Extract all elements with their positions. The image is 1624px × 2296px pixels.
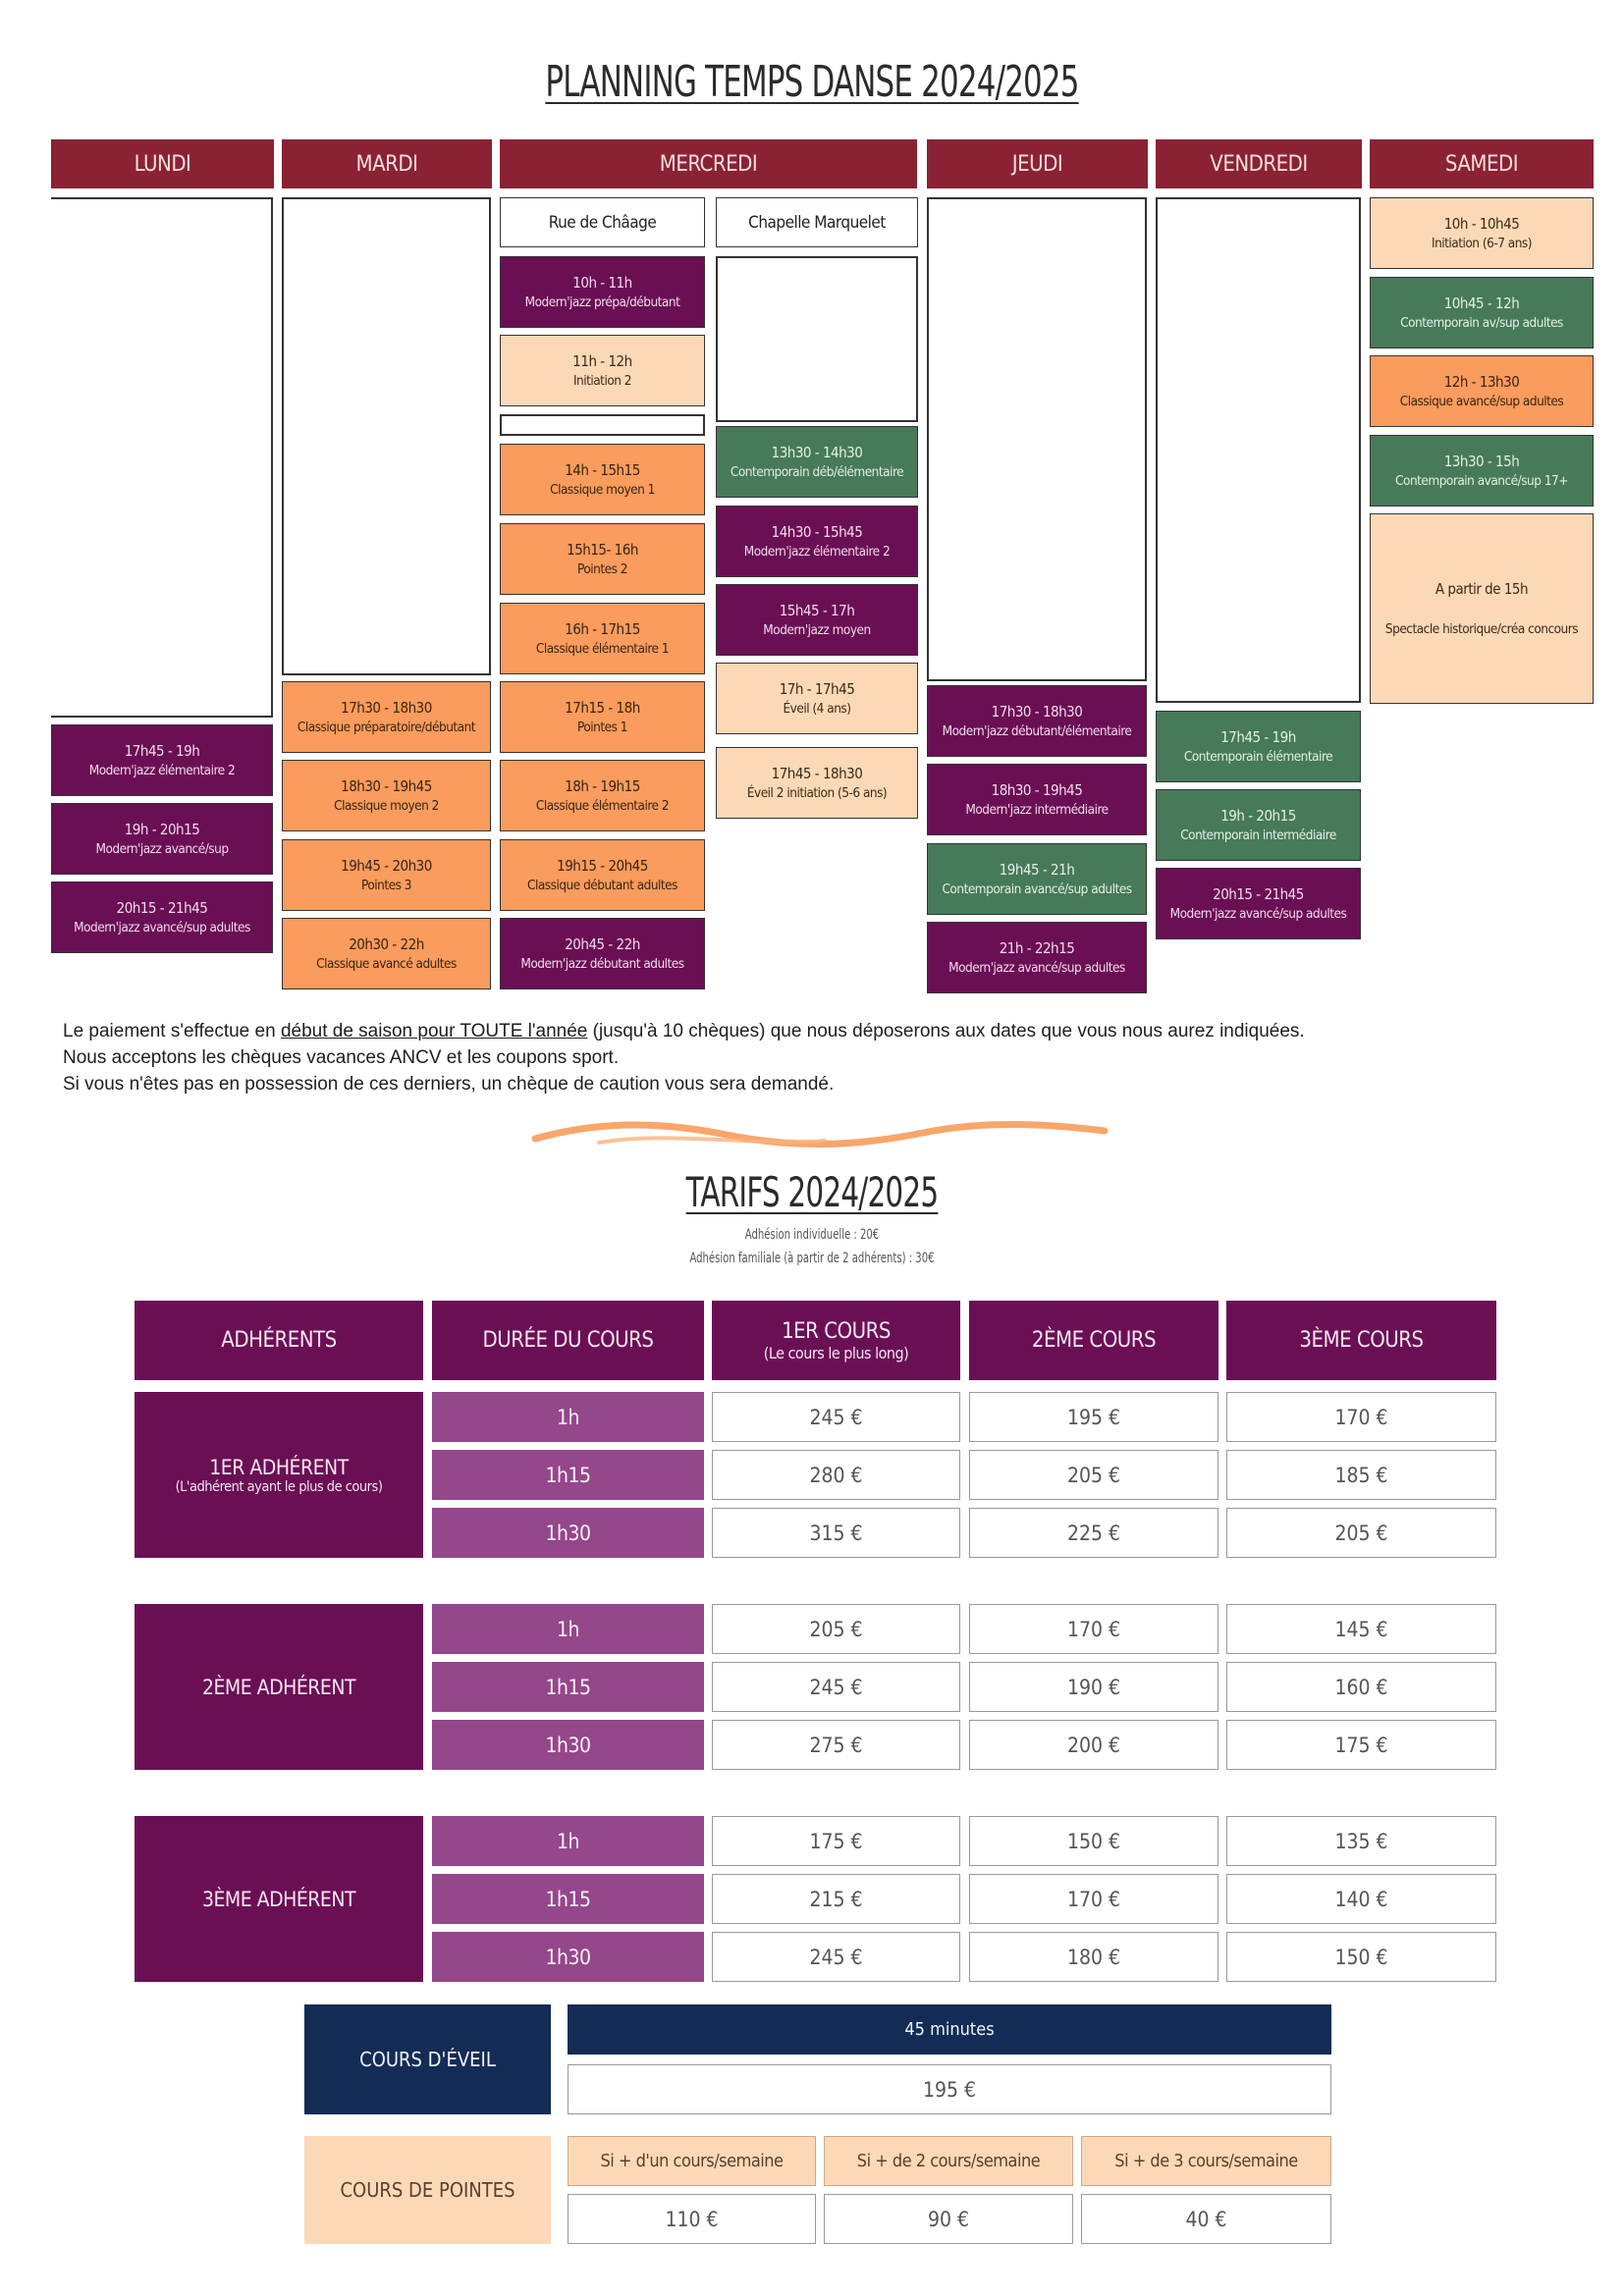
class-name: Modern'jazz intermédiaire — [965, 801, 1109, 818]
class-time: 13h30 - 15h — [1443, 453, 1520, 471]
price-cell: 200 € — [969, 1720, 1218, 1770]
payment-text: Le paiement s'effectue en — [63, 1021, 281, 1041]
header-duree: DURÉE DU COURS — [432, 1301, 704, 1380]
group-1er-adherent — [135, 1392, 423, 1558]
class-name: Spectacle historique/créa concours — [1384, 621, 1579, 638]
price-cell: 315 € — [712, 1508, 960, 1558]
decorative-wave — [530, 1117, 1110, 1156]
mercredi-a-empty-slot — [500, 414, 705, 436]
class-name: Classique élémentaire 2 — [535, 797, 670, 814]
class-name: Modern'jazz élémentaire 2 — [743, 543, 891, 560]
group-label: 1ER ADHÉRENT — [209, 1455, 349, 1479]
tarifs-title: TARIFS 2024/2025 — [685, 1168, 939, 1216]
price-cell: 150 € — [969, 1816, 1218, 1866]
price-cell: 160 € — [1226, 1662, 1496, 1712]
class-name: Classique moyen 1 — [550, 481, 655, 498]
class-time: 11h - 12h — [572, 352, 632, 371]
day-header-lundi: LUNDI — [51, 139, 274, 188]
price-cell: 170 € — [1226, 1392, 1496, 1442]
class-time: 21h - 22h15 — [999, 939, 1075, 958]
mardi-class-4 — [282, 918, 491, 989]
vendredi-empty-area — [1156, 197, 1361, 703]
eveil-label: COURS D'ÉVEIL — [304, 2004, 551, 2114]
eveil-price: 195 € — [568, 2064, 1331, 2114]
class-name: Modern'jazz débutant/élémentaire — [942, 722, 1132, 739]
class-time: 19h45 - 20h30 — [341, 857, 432, 876]
price-cell: 140 € — [1226, 1874, 1496, 1924]
samedi-class-5 — [1370, 513, 1594, 704]
mercredi-b-class-2 — [716, 506, 918, 577]
mardi-class-3 — [282, 839, 491, 911]
mercredi-a-class-5 — [500, 603, 705, 674]
day-header-vendredi: VENDREDI — [1156, 139, 1362, 188]
mardi-class-2 — [282, 760, 491, 831]
samedi-class-1 — [1370, 197, 1594, 269]
vendredi-class-2 — [1156, 789, 1361, 861]
class-time: 10h45 - 12h — [1443, 294, 1520, 313]
mercredi-a-class-2 — [500, 335, 705, 406]
mercredi-a-class-8 — [500, 839, 705, 911]
class-time: 19h - 20h15 — [124, 821, 200, 839]
class-name: Classique avancé adultes — [316, 955, 457, 972]
class-time: 18h30 - 19h45 — [341, 777, 432, 796]
header-adherents: ADHÉRENTS — [135, 1301, 423, 1380]
duration-cell: 1h15 — [432, 1874, 704, 1924]
class-time: 16h - 17h15 — [565, 620, 640, 639]
class-time: 19h45 - 21h — [999, 861, 1075, 880]
mercredi-b-class-5 — [716, 747, 918, 819]
duration-cell: 1h30 — [432, 1720, 704, 1770]
price-cell: 175 € — [1226, 1720, 1496, 1770]
mercredi-a-class-6 — [500, 681, 705, 753]
price-cell: 180 € — [969, 1932, 1218, 1982]
class-time: 17h45 - 19h — [1220, 728, 1296, 747]
group-2eme-adherent — [135, 1604, 423, 1770]
class-name: Modern'jazz élémentaire 2 — [88, 762, 236, 778]
day-header-mercredi: MERCREDI — [500, 139, 917, 188]
jeudi-empty-area — [927, 197, 1147, 681]
class-name: Pointes 2 — [577, 561, 627, 577]
price-cell: 145 € — [1226, 1604, 1496, 1654]
payment-highlight: début de saison pour TOUTE l'année — [280, 1021, 588, 1041]
duration-cell: 1h15 — [432, 1450, 704, 1500]
vendredi-class-1 — [1156, 711, 1361, 782]
price-cell: 205 € — [712, 1604, 960, 1654]
duration-cell: 1h30 — [432, 1508, 704, 1558]
samedi-class-4 — [1370, 435, 1594, 507]
mercredi-a-class-1 — [500, 256, 705, 328]
price-cell: 245 € — [712, 1932, 960, 1982]
price-cell: 215 € — [712, 1874, 960, 1924]
price-cell: 225 € — [969, 1508, 1218, 1558]
payment-info — [63, 1018, 1595, 1097]
pointes-option-2: Si + de 2 cours/semaine — [824, 2136, 1073, 2186]
pointes-price-2: 90 € — [824, 2194, 1073, 2244]
class-time: 20h45 - 22h — [565, 935, 640, 954]
pointes-option-1: Si + d'un cours/semaine — [568, 2136, 816, 2186]
class-time: A partir de 15h — [1435, 579, 1529, 598]
class-name: Classique préparatoire/débutant — [297, 719, 476, 735]
class-time: 17h45 - 18h30 — [771, 765, 863, 783]
class-name: Initiation (6-7 ans) — [1432, 235, 1532, 251]
class-name: Modern'jazz débutant adultes — [520, 955, 684, 972]
payment-text: (jusqu'à 10 chèques) que nous déposerons aux dates que vous nous aurez indiquées. — [587, 1021, 1305, 1041]
price-cell: 170 € — [969, 1604, 1218, 1654]
header-cours-1 — [712, 1301, 960, 1380]
jeudi-class-4 — [927, 922, 1147, 993]
day-header-jeudi: JEUDI — [927, 139, 1148, 188]
class-time: 15h45 - 17h — [779, 602, 855, 620]
samedi-class-2 — [1370, 277, 1594, 348]
price-cell: 195 € — [969, 1392, 1218, 1442]
mercredi-a-class-9 — [500, 918, 705, 989]
class-name: Contemporain intermédiaire — [1180, 827, 1336, 843]
class-name: Pointes 3 — [361, 877, 411, 893]
adhesion-individuelle: Adhésion individuelle : 20€ — [744, 1227, 880, 1243]
jeudi-class-3 — [927, 843, 1147, 915]
mercredi-b-empty-area — [716, 256, 918, 422]
class-time: 19h15 - 20h45 — [557, 857, 648, 876]
header-cours-1-label: 1ER COURS — [782, 1318, 891, 1344]
class-name: Éveil (4 ans) — [783, 700, 851, 717]
duration-cell: 1h15 — [432, 1662, 704, 1712]
class-time: 10h - 11h — [572, 274, 632, 293]
price-cell: 205 € — [1226, 1508, 1496, 1558]
mercredi-a-class-4 — [500, 523, 705, 595]
class-name: Éveil 2 initiation (5-6 ans) — [746, 784, 888, 801]
class-name: Modern'jazz moyen — [763, 621, 871, 638]
venue-chapelle-marquelet: Chapelle Marquelet — [716, 197, 918, 247]
jeudi-class-2 — [927, 764, 1147, 835]
class-name: Classique élémentaire 1 — [535, 640, 670, 657]
class-time: 13h30 - 14h30 — [771, 444, 863, 462]
price-cell: 205 € — [969, 1450, 1218, 1500]
eveil-duration: 45 minutes — [568, 2004, 1331, 2055]
payment-line-1 — [63, 1018, 1595, 1044]
mardi-empty-area — [282, 197, 491, 675]
header-cours-3: 3ÈME COURS — [1226, 1301, 1496, 1380]
class-name: Classique débutant adultes — [527, 877, 677, 893]
pointes-option-3: Si + de 3 cours/semaine — [1081, 2136, 1331, 2186]
adhesion-familiale: Adhésion familiale (à partir de 2 adhérents) : 30€ — [689, 1251, 935, 1266]
jeudi-class-1 — [927, 685, 1147, 757]
class-time: 17h15 - 18h — [565, 699, 640, 718]
day-header-samedi: SAMEDI — [1370, 139, 1594, 188]
price-cell: 280 € — [712, 1450, 960, 1500]
class-time: 20h15 - 21h45 — [1213, 885, 1304, 904]
pointes-price-3: 40 € — [1081, 2194, 1331, 2244]
class-time: 18h30 - 19h45 — [991, 781, 1083, 800]
class-name: Modern'jazz avancé/sup — [95, 840, 229, 857]
mercredi-a-class-3 — [500, 444, 705, 515]
class-time: 14h - 15h15 — [565, 461, 640, 480]
class-time: 15h15- 16h — [567, 541, 638, 560]
duration-cell: 1h — [432, 1604, 704, 1654]
class-name: Pointes 1 — [577, 719, 627, 735]
class-time: 17h - 17h45 — [779, 680, 855, 699]
class-name: Modern'jazz avancé/sup adultes — [948, 959, 1125, 976]
pointes-label: COURS DE POINTES — [304, 2136, 551, 2244]
price-cell: 190 € — [969, 1662, 1218, 1712]
price-cell: 275 € — [712, 1720, 960, 1770]
class-time: 17h45 - 19h — [124, 742, 200, 761]
lundi-class-1 — [51, 724, 273, 796]
price-cell: 185 € — [1226, 1450, 1496, 1500]
mercredi-a-class-7 — [500, 760, 705, 831]
class-name: Modern'jazz avancé/sup adultes — [1169, 905, 1347, 922]
class-time: 17h30 - 18h30 — [341, 699, 432, 718]
price-cell: 150 € — [1226, 1932, 1496, 1982]
class-name: Classique moyen 2 — [334, 797, 439, 814]
class-time: 10h - 10h45 — [1443, 215, 1520, 234]
samedi-class-3 — [1370, 355, 1594, 427]
price-cell: 135 € — [1226, 1816, 1496, 1866]
lundi-empty-area — [51, 197, 273, 718]
class-time: 14h30 - 15h45 — [771, 523, 863, 542]
class-time: 19h - 20h15 — [1220, 807, 1296, 826]
mardi-class-1 — [282, 681, 491, 753]
group-3eme-adherent — [135, 1816, 423, 1982]
class-name: Contemporain avancé/sup adultes — [942, 881, 1132, 897]
payment-line-2: Nous acceptons les chèques vacances ANCV et les coupons sport. — [63, 1047, 620, 1068]
class-name: Contemporain élémentaire — [1183, 748, 1333, 765]
price-cell: 245 € — [712, 1392, 960, 1442]
planning-title: PLANNING TEMPS DANSE 2024/2025 — [545, 57, 1079, 107]
duration-cell: 1h — [432, 1816, 704, 1866]
price-cell: 175 € — [712, 1816, 960, 1866]
class-name: Initiation 2 — [572, 372, 632, 389]
class-name: Modern'jazz prépa/débutant — [524, 294, 680, 310]
class-time: 12h - 13h30 — [1443, 373, 1520, 392]
class-time: 17h30 - 18h30 — [991, 703, 1083, 721]
price-cell: 170 € — [969, 1874, 1218, 1924]
pointes-price-1: 110 € — [568, 2194, 816, 2244]
header-cours-2: 2ÈME COURS — [969, 1301, 1218, 1380]
lundi-class-2 — [51, 803, 273, 875]
venue-rue-de-chaage: Rue de Châage — [500, 197, 705, 247]
lundi-class-3 — [51, 881, 273, 953]
class-name: Contemporain avancé/sup 17+ — [1395, 472, 1568, 489]
class-time: 18h - 19h15 — [565, 777, 640, 796]
class-name: Contemporain déb/élémentaire — [730, 463, 904, 480]
class-name: Classique avancé/sup adultes — [1399, 393, 1564, 409]
day-header-mardi: MARDI — [282, 139, 492, 188]
class-time: 20h15 - 21h45 — [116, 899, 208, 918]
payment-line-3: Si vous n'êtes pas en possession de ces derniers, un chèque de caution vous sera demandé. — [63, 1074, 835, 1095]
duration-cell: 1h — [432, 1392, 704, 1442]
duration-cell: 1h30 — [432, 1932, 704, 1982]
mercredi-b-class-4 — [716, 663, 918, 734]
header-cours-1-sub: (Le cours le plus long) — [763, 1343, 909, 1362]
group-sub: (L'adhérent ayant le plus de cours) — [175, 1478, 383, 1495]
group-label: 2ÈME ADHÉRENT — [201, 1675, 356, 1699]
price-cell: 245 € — [712, 1662, 960, 1712]
vendredi-class-3 — [1156, 868, 1361, 939]
class-name: Modern'jazz avancé/sup adultes — [74, 919, 250, 935]
group-label: 3ÈME ADHÉRENT — [201, 1887, 356, 1911]
class-name: Contemporain av/sup adultes — [1400, 314, 1563, 331]
mercredi-b-class-1 — [716, 426, 918, 498]
class-time: 20h30 - 22h — [349, 935, 424, 954]
mercredi-b-class-3 — [716, 584, 918, 656]
